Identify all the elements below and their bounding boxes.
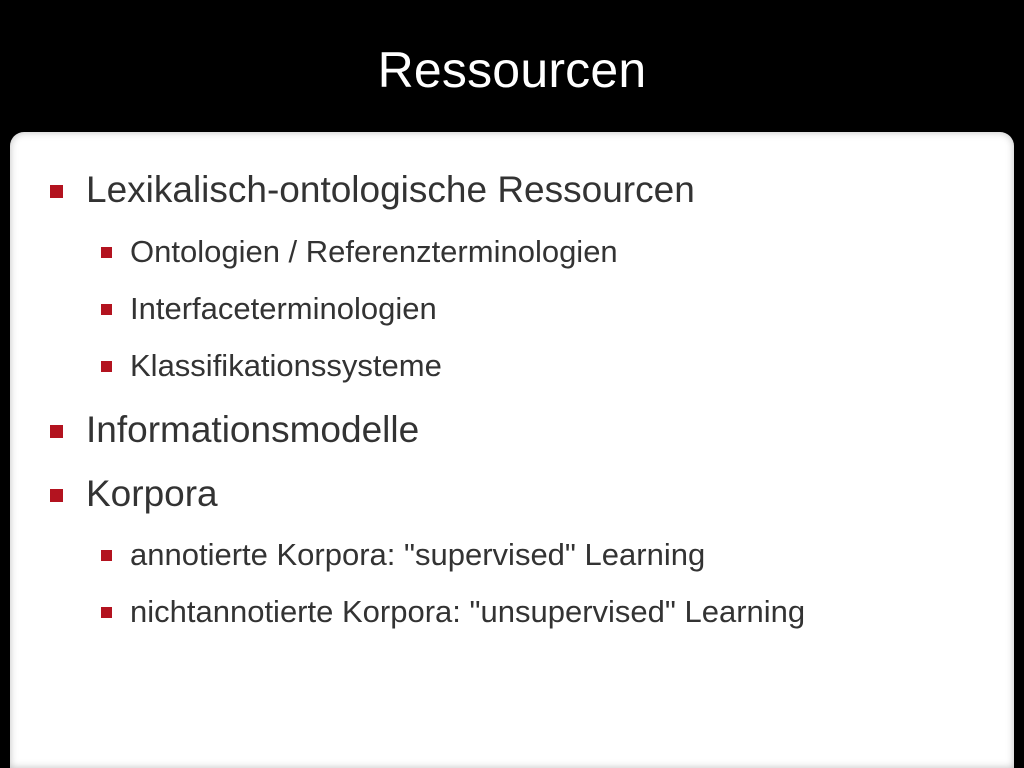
bullet-item-annotierte-korpora [130,536,705,574]
square-bullet-icon [101,304,112,315]
bullet-text: Informationsmodelle [86,409,420,450]
bullet-text: annotierte Korpora: "supervised" Learning [130,537,706,572]
square-bullet-icon [101,607,112,618]
square-bullet-icon [101,361,112,372]
bullet-item-klassifikationssysteme [130,347,442,385]
bullet-item-ontologien [130,233,618,271]
bullet-text: Ontologien / Referenzterminologien [130,234,618,269]
square-bullet-icon [50,185,63,198]
bullet-item-informationsmodelle [86,408,419,452]
bullet-text: Lexikalisch-ontologische Ressourcen [86,169,695,210]
bullet-item-lexikalisch-ontologische-ressourcen [86,168,695,212]
square-bullet-icon [101,247,112,258]
square-bullet-icon [50,489,63,502]
bullet-text: Korpora [86,473,218,514]
slide-title: Ressourcen [377,42,647,98]
bullet-item-nichtannotierte-korpora [130,593,805,631]
bullet-text: Klassifikationssysteme [130,348,442,383]
bullet-text: nichtannotierte Korpora: "unsupervised" Learning [130,594,806,629]
square-bullet-icon [50,425,63,438]
bullet-item-korpora [86,472,218,516]
content-panel [10,132,1014,768]
bullet-item-interfaceterminologien [130,290,437,328]
square-bullet-icon [101,550,112,561]
bullet-text: Interfaceterminologien [130,291,437,326]
